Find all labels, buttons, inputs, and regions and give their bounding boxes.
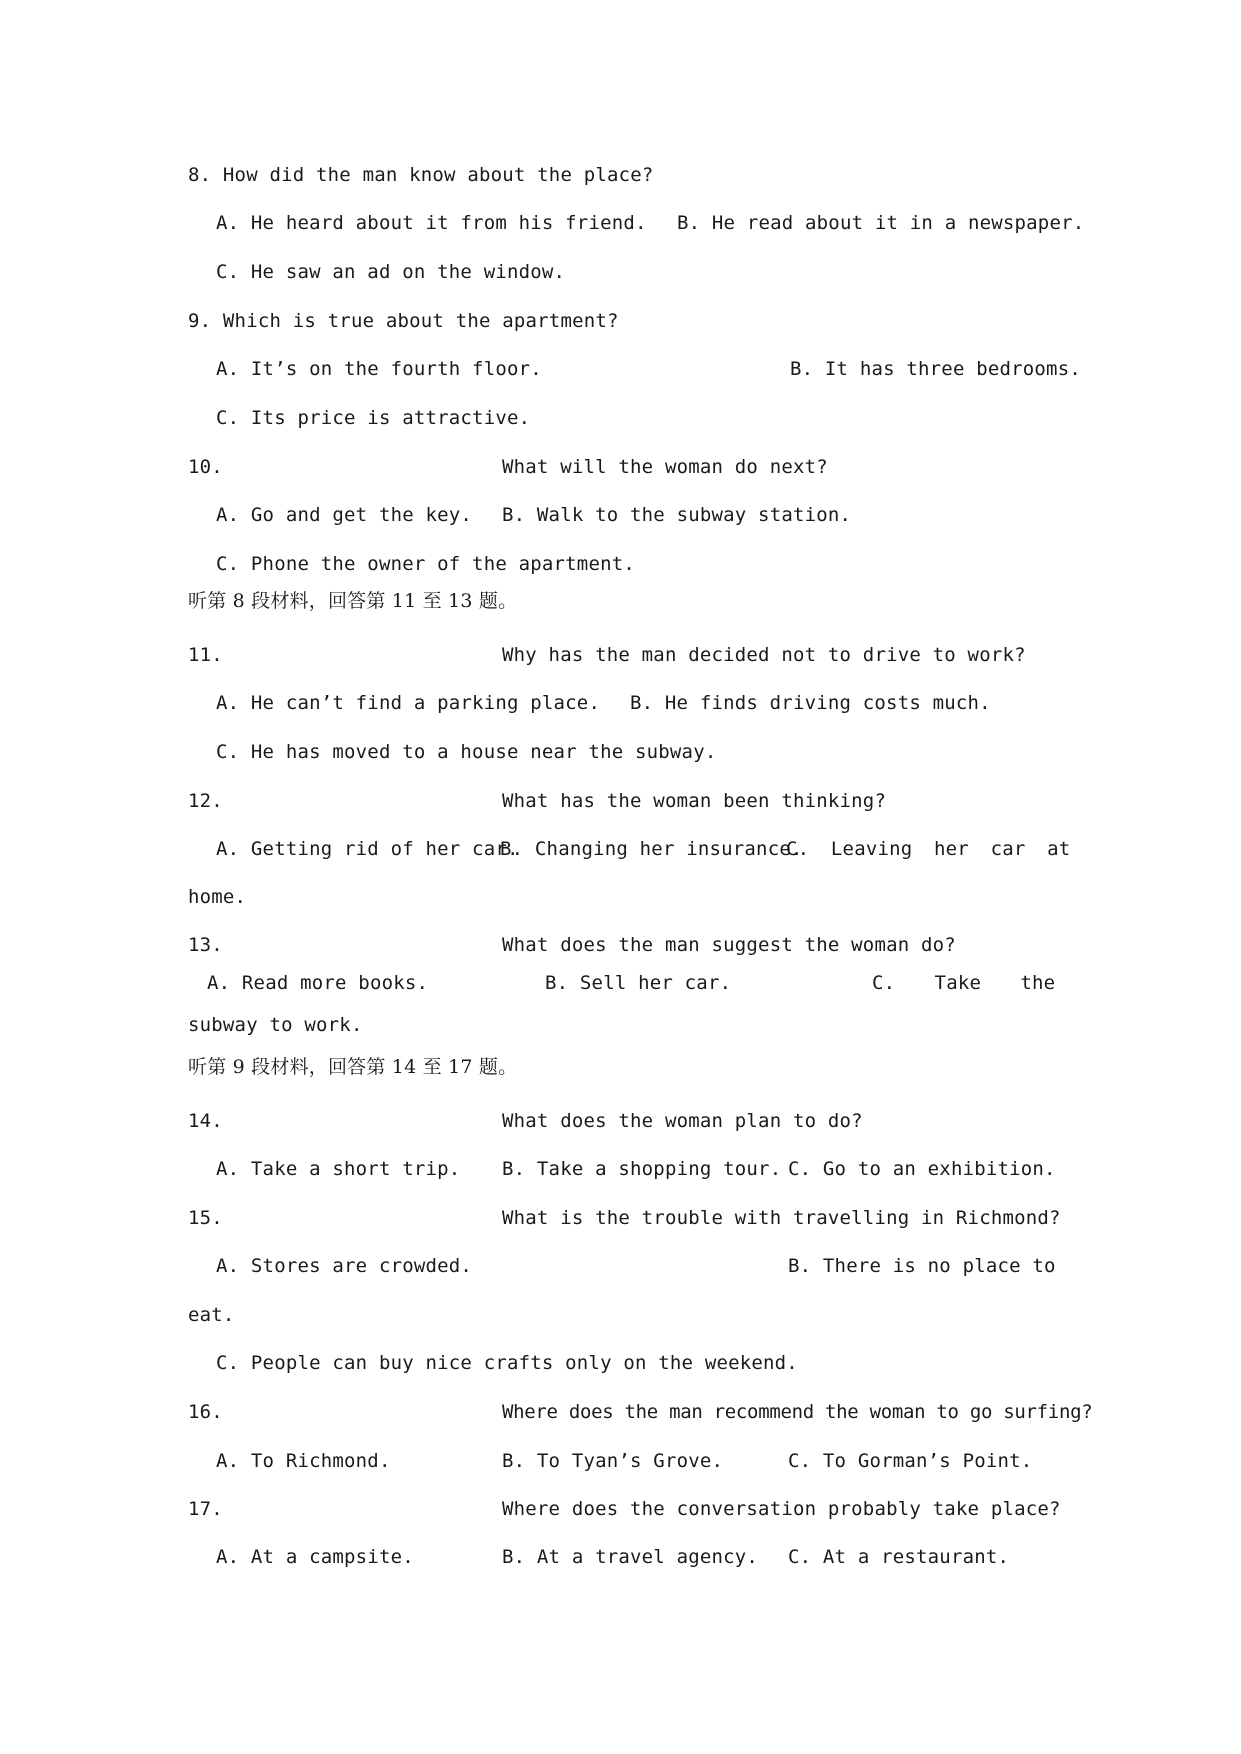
q10-option-a: A. Go and get the key. bbox=[216, 504, 473, 526]
q16-number: 16. bbox=[188, 1401, 223, 1423]
q9-stem: 9. Which is true about the apartment? bbox=[188, 310, 619, 332]
q9-option-b: B. It has three bedrooms. bbox=[790, 358, 1081, 380]
q12-stem: What has the woman been thinking? bbox=[502, 790, 887, 812]
q13-option-a: A. Read more books. bbox=[207, 972, 429, 994]
q13-option-b: B. Sell her car. bbox=[545, 972, 732, 994]
q12-option-a: A. Getting rid of her car. bbox=[216, 838, 519, 860]
section-8-heading: 听第 8 段材料，回答第 11 至 13 题。 bbox=[188, 590, 518, 612]
q12-option-c: C. Leaving her car at bbox=[786, 838, 1071, 860]
q11-stem: Why has the man decided not to drive to work? bbox=[502, 644, 1026, 666]
q17-number: 17. bbox=[188, 1498, 223, 1520]
q8-option-a: A. He heard about it from his friend. bbox=[216, 212, 647, 234]
q11-option-b: B. He finds driving costs much. bbox=[630, 692, 991, 714]
q14-stem: What does the woman plan to do? bbox=[502, 1110, 863, 1132]
q16-option-b: B. To Tyan’s Grove. bbox=[502, 1450, 724, 1472]
q15-number: 15. bbox=[188, 1207, 223, 1229]
q15-option-b: B. There is no place to bbox=[788, 1255, 1056, 1277]
q8-option-b: B. He read about it in a newspaper. bbox=[677, 212, 1085, 234]
q12-number: 12. bbox=[188, 790, 223, 812]
q12-option-c-continued: home. bbox=[188, 886, 247, 908]
q8-stem: 8. How did the man know about the place? bbox=[188, 164, 654, 186]
q16-option-a: A. To Richmond. bbox=[216, 1450, 391, 1472]
q17-option-b: B. At a travel agency. bbox=[502, 1546, 759, 1568]
q10-stem: What will the woman do next? bbox=[502, 456, 828, 478]
q9-option-c: C. Its price is attractive. bbox=[216, 407, 531, 429]
q12-option-b: B. Changing her insurance. bbox=[500, 838, 803, 860]
q14-option-a: A. Take a short trip. bbox=[216, 1158, 461, 1180]
q14-option-c: C. Go to an exhibition. bbox=[788, 1158, 1056, 1180]
q11-number: 11. bbox=[188, 644, 223, 666]
q13-number: 13. bbox=[188, 934, 223, 956]
q17-stem: Where does the conversation probably take place? bbox=[502, 1498, 1061, 1520]
q13-stem: What does the man suggest the woman do? bbox=[502, 934, 956, 956]
q14-option-b: B. Take a shopping tour. bbox=[502, 1158, 782, 1180]
q17-option-c: C. At a restaurant. bbox=[788, 1546, 1010, 1568]
q9-option-a: A. It’s on the fourth floor. bbox=[216, 358, 542, 380]
q15-stem: What is the trouble with travelling in Richmond? bbox=[502, 1207, 1061, 1229]
q15-option-a: A. Stores are crowded. bbox=[216, 1255, 473, 1277]
q13-option-c: C. Take the bbox=[872, 972, 1056, 994]
q16-option-c: C. To Gorman’s Point. bbox=[788, 1450, 1033, 1472]
q10-option-c: C. Phone the owner of the apartment. bbox=[216, 553, 636, 575]
q10-option-b: B. Walk to the subway station. bbox=[502, 504, 852, 526]
q11-option-a: A. He can’t find a parking place. bbox=[216, 692, 601, 714]
q13-option-c-continued: subway to work. bbox=[188, 1014, 363, 1036]
q17-option-a: A. At a campsite. bbox=[216, 1546, 414, 1568]
q15-option-c: C. People can buy nice crafts only on the weekend. bbox=[216, 1352, 798, 1374]
q8-option-c: C. He saw an ad on the window. bbox=[216, 261, 566, 283]
q11-option-c: C. He has moved to a house near the subway. bbox=[216, 741, 717, 763]
q14-number: 14. bbox=[188, 1110, 223, 1132]
section-9-heading: 听第 9 段材料，回答第 14 至 17 题。 bbox=[188, 1056, 518, 1078]
q15-option-b-continued: eat. bbox=[188, 1304, 235, 1326]
q16-stem: Where does the man recommend the woman to go surfing? bbox=[502, 1401, 1093, 1423]
q10-number: 10. bbox=[188, 456, 223, 478]
